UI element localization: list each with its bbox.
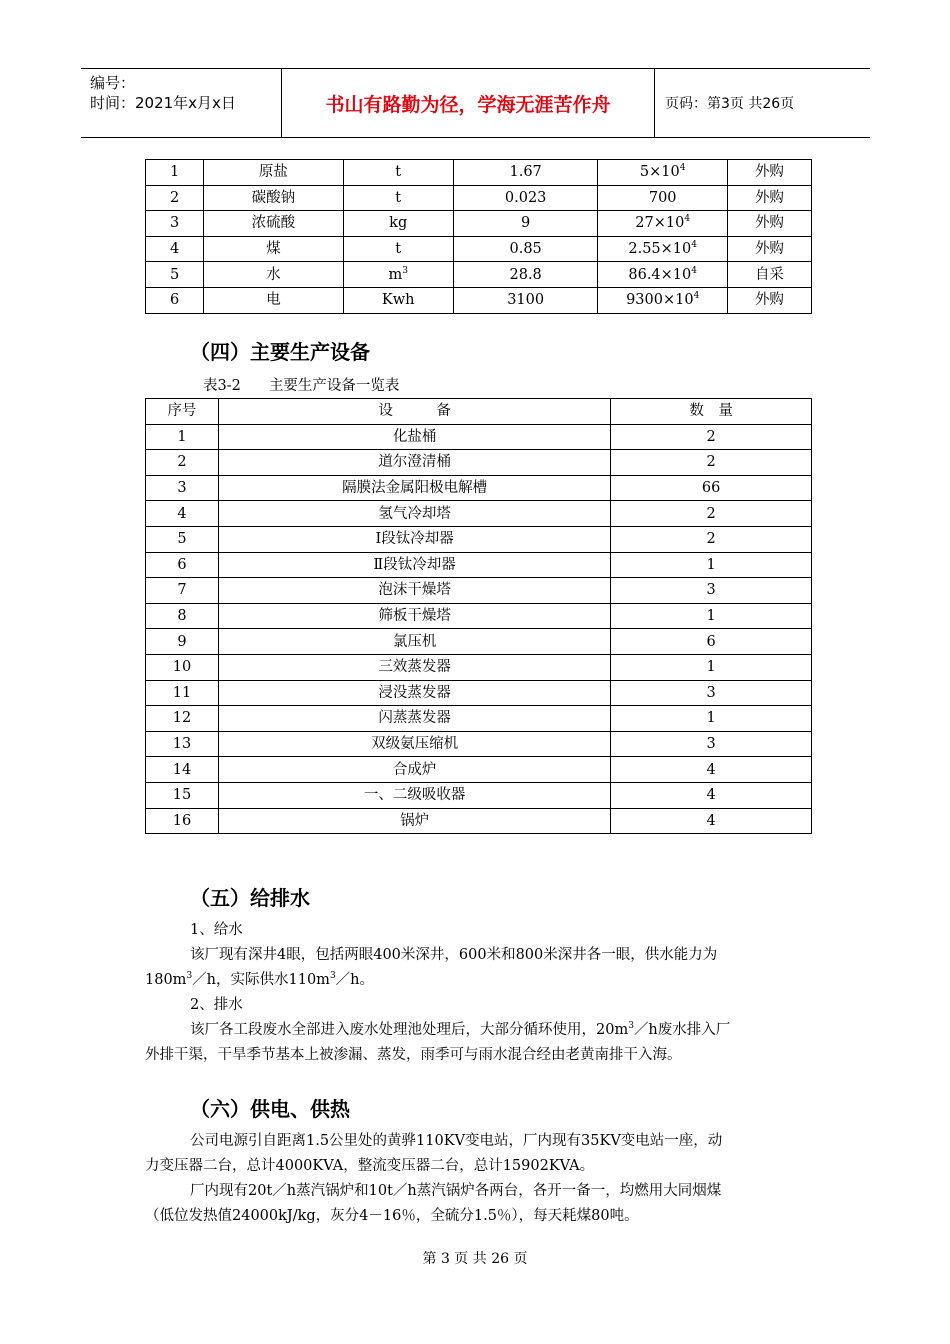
- cell-equipment: 合成炉: [218, 757, 610, 783]
- cell-material: 原盐: [204, 160, 343, 186]
- superscript: 3: [402, 265, 408, 276]
- cell-quantity: 3: [611, 731, 812, 757]
- cell-source: 外购: [727, 287, 811, 313]
- table-row: [146, 808, 812, 834]
- subheading-supply: 1、给水: [190, 922, 243, 938]
- table-row: [146, 236, 812, 262]
- table-row: [146, 424, 812, 450]
- cell-unit: $m^3$: [343, 262, 453, 288]
- cell-unit: t: [343, 185, 453, 211]
- cell-index: 5: [146, 262, 204, 288]
- cell-quantity: 66: [611, 475, 812, 501]
- paragraph-power-line2: 力变压器二台，总计4000KVA，整流变压器二台，总计15902KVA。: [145, 1158, 595, 1174]
- table-row: [146, 262, 812, 288]
- cell-equipment: 泡沫干燥塔: [218, 578, 610, 604]
- cell-index: 11: [146, 680, 219, 706]
- table-row: [146, 501, 812, 527]
- col-header-index: 序号: [146, 399, 219, 425]
- cell-index: 5: [146, 526, 219, 552]
- caption-title: 主要生产设备一览表: [268, 378, 400, 394]
- cell-annual: $2.55\times 10^4$: [598, 236, 727, 262]
- table-row: [146, 211, 812, 237]
- cell-quantity: 2: [611, 526, 812, 552]
- col-header-equipment: 设 备: [218, 399, 610, 425]
- text-span: ／h废水排入厂: [633, 1022, 731, 1038]
- cell-annual: 700: [598, 185, 727, 211]
- table-row: [146, 160, 812, 186]
- cell-index: 4: [146, 236, 204, 262]
- cell-quantity: 1: [611, 654, 812, 680]
- table-row: [146, 578, 812, 604]
- cell-quantity: 2: [611, 501, 812, 527]
- table-row: [146, 731, 812, 757]
- table-row: [146, 526, 812, 552]
- cell-unit: Kwh: [343, 287, 453, 313]
- table-row: [146, 552, 812, 578]
- cell-index: 2: [146, 450, 219, 476]
- caption-number: 表3-2: [203, 378, 241, 394]
- time-label: 时间：2021年x月x日: [90, 94, 236, 112]
- text-span: 180m: [145, 972, 187, 988]
- cell-per-unit: 28.8: [453, 262, 598, 288]
- cell-source: 外购: [727, 160, 811, 186]
- cell-index: 3: [146, 475, 219, 501]
- superscript: 3: [628, 1021, 634, 1032]
- table-row: [146, 654, 812, 680]
- table-row: [146, 782, 812, 808]
- section-heading-water: （五）给排水: [190, 886, 310, 910]
- cell-equipment: 锅炉: [218, 808, 610, 834]
- table-row: [146, 287, 812, 313]
- paragraph-drainage-line1: [145, 1018, 815, 1043]
- page-header: [81, 68, 870, 138]
- table-caption: [203, 374, 399, 395]
- superscript: 3: [186, 971, 193, 982]
- cell-equipment: 氯压机: [218, 629, 610, 655]
- cell-index: 15: [146, 782, 219, 808]
- cell-material: 水: [204, 262, 343, 288]
- cell-equipment: 闪蒸蒸发器: [218, 706, 610, 732]
- cell-index: 6: [146, 552, 219, 578]
- cell-index: 10: [146, 654, 219, 680]
- section-heading-equipment: （四）主要生产设备: [190, 340, 370, 364]
- cell-quantity: 6: [611, 629, 812, 655]
- cell-unit: t: [343, 236, 453, 262]
- subheading-drainage: 2、排水: [190, 997, 243, 1013]
- cell-index: 1: [146, 424, 219, 450]
- col-header-quantity: 数 量: [611, 399, 812, 425]
- cell-per-unit: 1.67: [453, 160, 598, 186]
- table-row: [146, 475, 812, 501]
- cell-index: 8: [146, 603, 219, 629]
- materials-table: [145, 159, 812, 314]
- header-left-cell: [81, 69, 282, 137]
- cell-index: 13: [146, 731, 219, 757]
- cell-equipment: Ⅰ段钛冷却器: [218, 526, 610, 552]
- table-row: [146, 185, 812, 211]
- cell-equipment: 浸没蒸发器: [218, 680, 610, 706]
- cell-source: 外购: [727, 185, 811, 211]
- cell-material: 电: [204, 287, 343, 313]
- cell-unit: kg: [343, 211, 453, 237]
- equipment-table: [145, 398, 812, 834]
- table-row: [146, 757, 812, 783]
- cell-index: 3: [146, 211, 204, 237]
- cell-material: 煤: [204, 236, 343, 262]
- cell-source: 自采: [727, 262, 811, 288]
- superscript: 3: [329, 971, 336, 982]
- cell-index: 2: [146, 185, 204, 211]
- paragraph-power-line1: 公司电源引自距离1.5公里处的黄骅110KV变电站，厂内现有35KV变电站一座，动: [190, 1133, 723, 1149]
- cell-annual: $5\times 10^4$: [598, 160, 727, 186]
- cell-annual: $86.4\times 10^4$: [598, 262, 727, 288]
- cell-source: 外购: [727, 211, 811, 237]
- cell-index: 14: [146, 757, 219, 783]
- cell-material: 浓硫酸: [204, 211, 343, 237]
- paragraph-heat-line2: （低位发热值24000kJ/kg，灰分4－16％，全硫分1.5％），每天耗煤80吨。: [145, 1208, 639, 1224]
- paragraph-supply-line2: [145, 968, 815, 993]
- superscript: 4: [693, 291, 700, 302]
- text-span: ／h，实际供水110m: [192, 972, 330, 988]
- cell-index: 4: [146, 501, 219, 527]
- cell-index: 7: [146, 578, 219, 604]
- text-span: 该厂各工段废水全部进入废水处理池处理后，大部分循环使用，20m: [190, 1022, 629, 1038]
- cell-equipment: 三效蒸发器: [218, 654, 610, 680]
- cell-equipment: Ⅱ段钛冷却器: [218, 552, 610, 578]
- cell-equipment: 道尔澄清桶: [218, 450, 610, 476]
- cell-equipment: 隔膜法金属阳极电解槽: [218, 475, 610, 501]
- table-row: [146, 706, 812, 732]
- number-label: 编号：: [90, 74, 136, 92]
- paragraph-drainage-line2: 外排干渠，干旱季节基本上被渗漏、蒸发，雨季可与雨水混合经由老黄南排干入海。: [145, 1047, 682, 1063]
- cell-per-unit: 9: [453, 211, 598, 237]
- cell-quantity: 1: [611, 706, 812, 732]
- cell-quantity: 2: [611, 450, 812, 476]
- cell-equipment: 氢气冷却塔: [218, 501, 610, 527]
- cell-annual: $27\times 10^4$: [598, 211, 727, 237]
- cell-index: 6: [146, 287, 204, 313]
- text-span: ／h。: [335, 972, 375, 988]
- table-row: [146, 680, 812, 706]
- cell-equipment: 双级氨压缩机: [218, 731, 610, 757]
- table-row: [146, 603, 812, 629]
- table-header-row: [146, 399, 812, 425]
- cell-equipment: 化盐桶: [218, 424, 610, 450]
- table-row: [146, 450, 812, 476]
- cell-unit: t: [343, 160, 453, 186]
- cell-index: 16: [146, 808, 219, 834]
- cell-quantity: 1: [611, 552, 812, 578]
- cell-index: 1: [146, 160, 204, 186]
- cell-per-unit: 3100: [453, 287, 598, 313]
- cell-equipment: 筛板干燥塔: [218, 603, 610, 629]
- superscript: 4: [684, 214, 691, 225]
- paragraph-supply-line1: 该厂现有深井4眼，包括两眼400米深井，600米和800米深井各一眼，供水能力为: [190, 947, 718, 963]
- paragraph-heat-line1: 厂内现有20t／h蒸汽锅炉和10t／h蒸汽锅炉各两台，各开一备一，均燃用大同烟煤: [190, 1183, 722, 1199]
- cell-material: 碳酸钠: [204, 185, 343, 211]
- cell-index: 12: [146, 706, 219, 732]
- superscript: 4: [691, 240, 697, 251]
- cell-annual: $9300\times 10^4$: [598, 287, 727, 313]
- cell-quantity: 3: [611, 680, 812, 706]
- section-heading-power: （六）供电、供热: [190, 1097, 350, 1121]
- cell-quantity: 4: [611, 782, 812, 808]
- cell-source: 外购: [727, 236, 811, 262]
- cell-quantity: 4: [611, 808, 812, 834]
- superscript: 4: [691, 265, 697, 276]
- page-indicator: 页码：第3页 共26页: [665, 96, 795, 112]
- cell-index: 9: [146, 629, 219, 655]
- table-row: [146, 629, 812, 655]
- cell-equipment: 一、二级吸收器: [218, 782, 610, 808]
- superscript: 4: [679, 163, 686, 174]
- cell-quantity: 1: [611, 603, 812, 629]
- cell-quantity: 4: [611, 757, 812, 783]
- page-footer: 第 3 页 共 26 页: [422, 1251, 528, 1267]
- cell-quantity: 2: [611, 424, 812, 450]
- motto: 书山有路勤为径，学海无涯苦作舟: [282, 69, 655, 137]
- cell-per-unit: 0.023: [453, 185, 598, 211]
- cell-per-unit: 0.85: [453, 236, 598, 262]
- cell-quantity: 3: [611, 578, 812, 604]
